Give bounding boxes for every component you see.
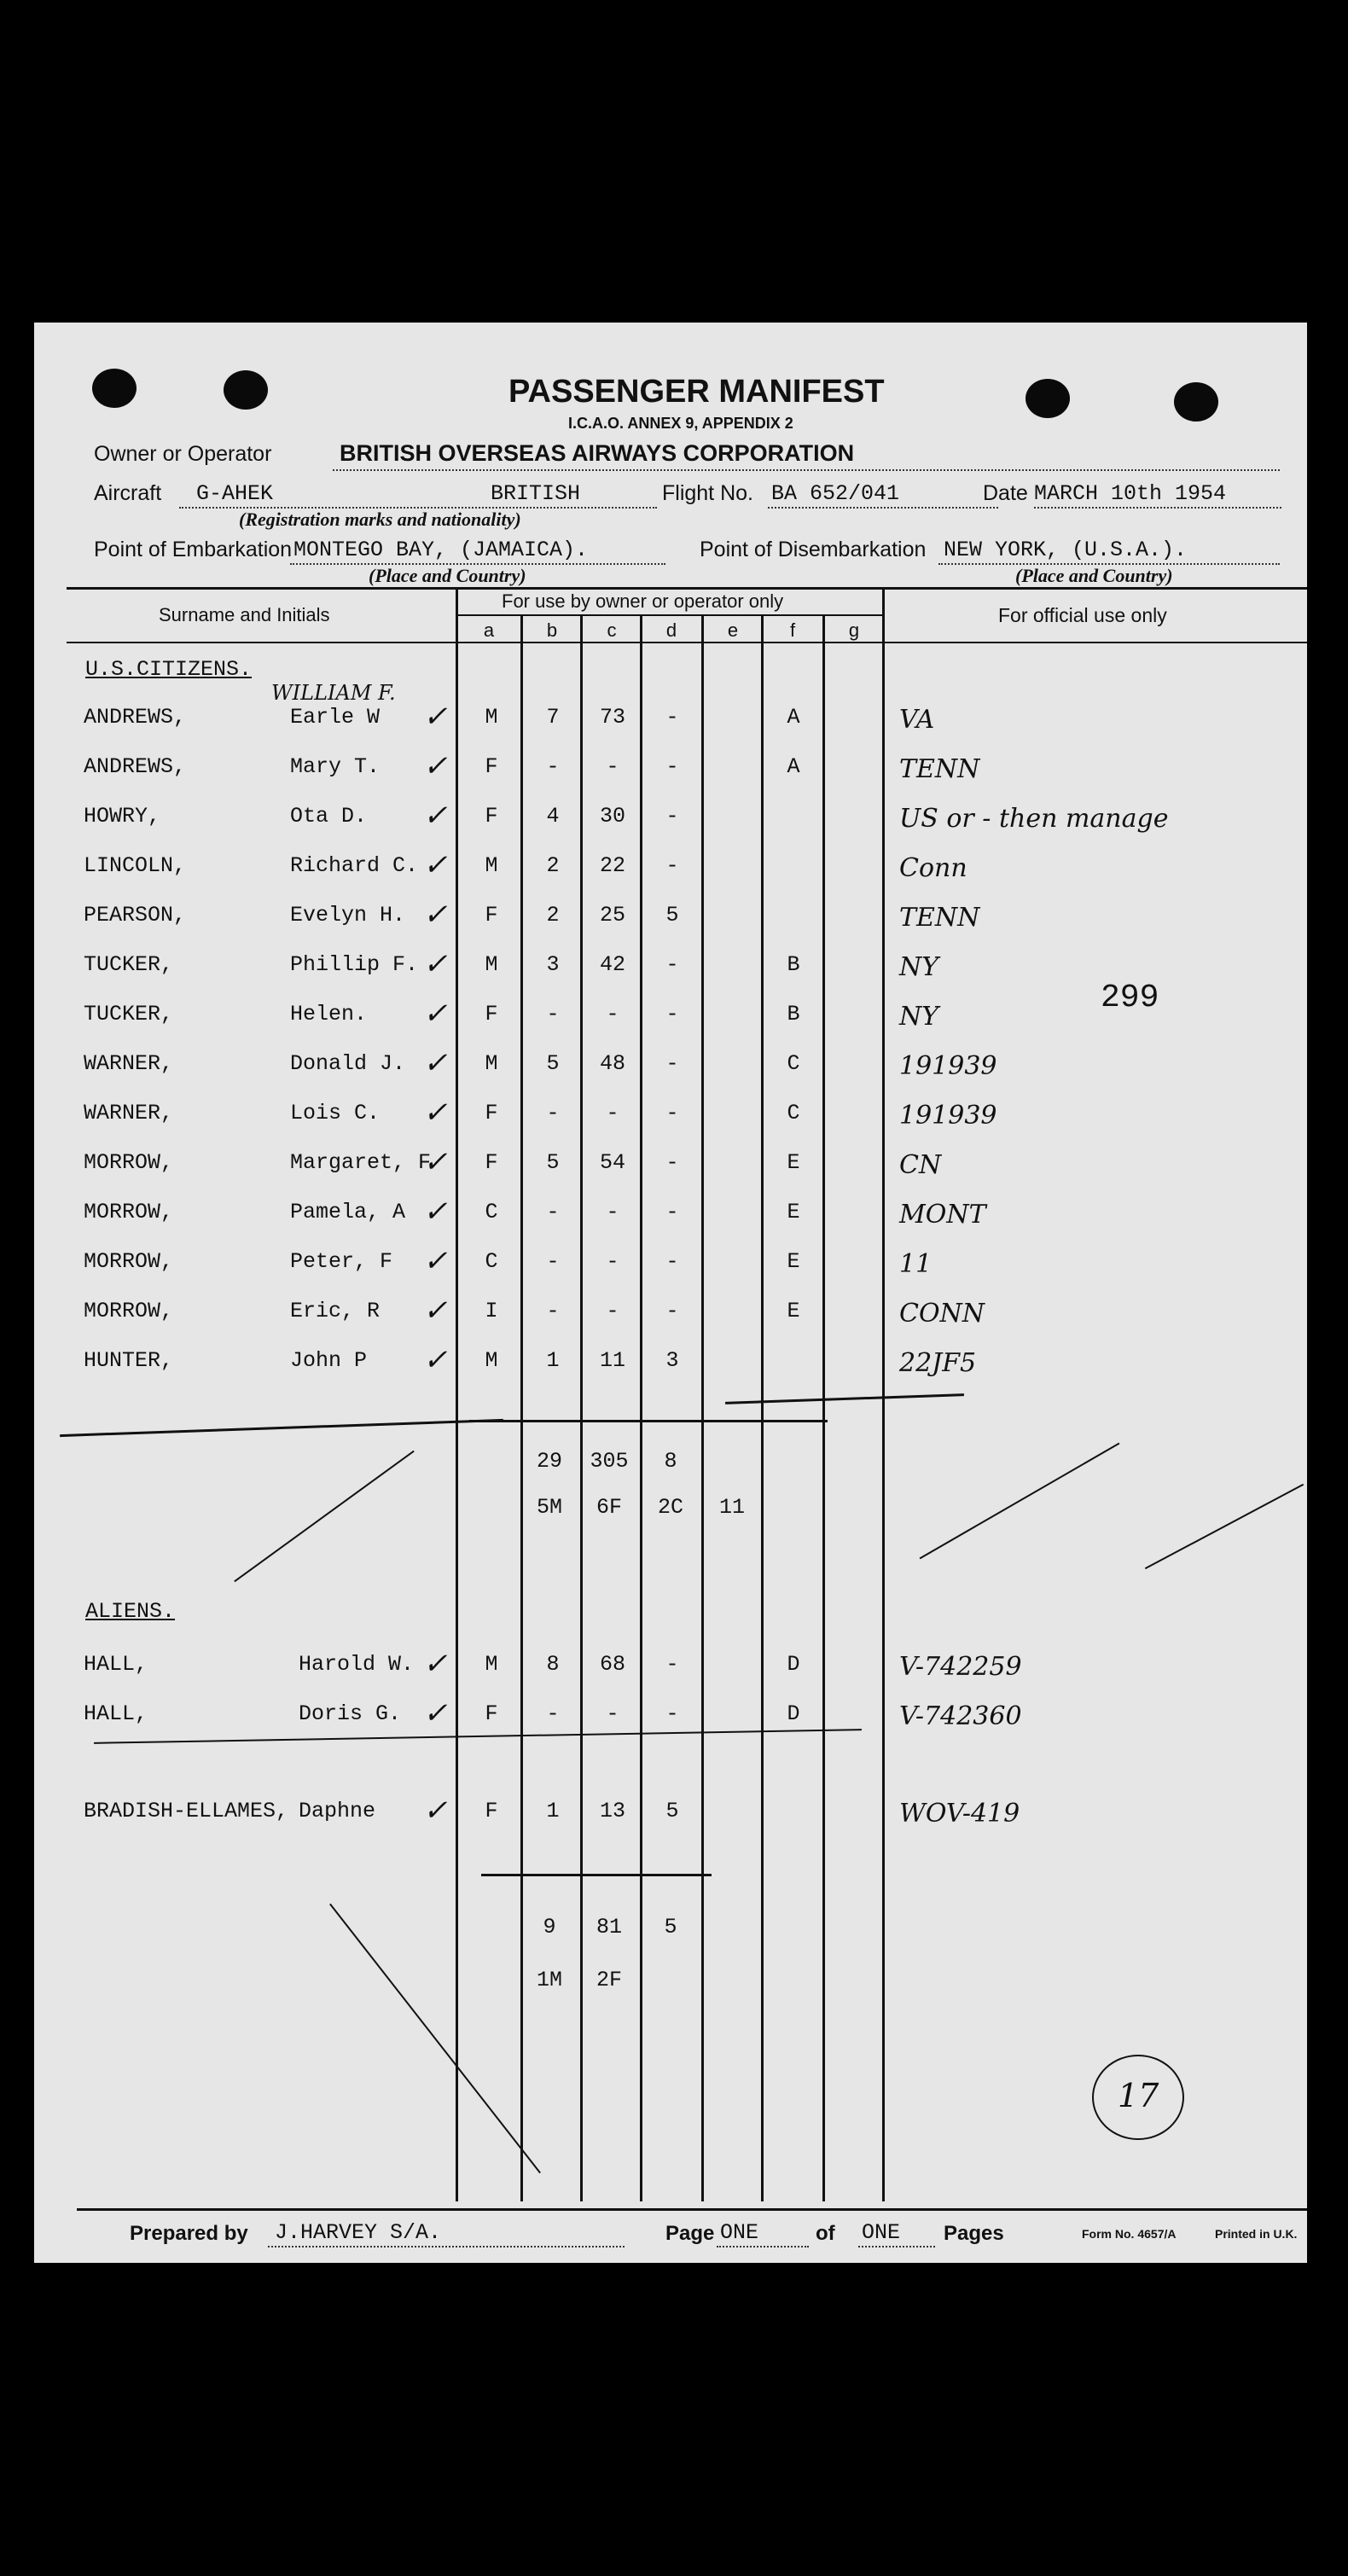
us-total-rule — [469, 1420, 828, 1422]
alien-passenger-row — [34, 1695, 1305, 1737]
col-d-value: 3 — [665, 1348, 679, 1373]
col-b-value: 1 — [546, 1799, 560, 1823]
col-d-value: - — [665, 754, 679, 779]
page-subtitle: I.C.A.O. ANNEX 9, APPENDIX 2 — [568, 415, 793, 432]
date-label: Date — [983, 481, 1028, 505]
check-mark-icon: ✓ — [423, 700, 448, 734]
passenger-row — [34, 846, 1305, 889]
col-d-value: - — [665, 952, 679, 977]
passenger-row — [34, 797, 1305, 840]
check-mark-icon: ✓ — [423, 1145, 448, 1179]
table-header-rule — [67, 642, 1307, 643]
col-f-value: E — [787, 1299, 800, 1323]
passenger-row — [34, 1143, 1305, 1186]
passenger-given-name: Richard C. — [290, 853, 419, 878]
printed-in: Printed in U.K. — [1215, 2227, 1298, 2241]
page-value: ONE — [720, 2220, 759, 2245]
col-d-value: - — [665, 1200, 679, 1224]
col-a-value: M — [485, 1652, 498, 1677]
us-total-b: 29 — [536, 1449, 562, 1474]
of-label: of — [816, 2222, 835, 2245]
check-mark-icon: ✓ — [423, 1794, 448, 1828]
passenger-surname: TUCKER, — [84, 952, 174, 977]
disembark-note: (Place and Country) — [1015, 565, 1173, 586]
owner-value: BRITISH OVERSEAS AIRWAYS CORPORATION — [340, 440, 855, 466]
embark-value: MONTEGO BAY, (JAMAICA). — [293, 538, 589, 562]
col-a-value: F — [485, 754, 498, 779]
col-b-value: 4 — [546, 804, 560, 829]
passenger-given-name: Donald J. — [290, 1051, 406, 1076]
us-total-b2: 5M — [536, 1495, 562, 1520]
col-c-value: 13 — [599, 1799, 625, 1823]
passenger-surname: WARNER, — [84, 1051, 174, 1076]
us-total-d: 8 — [664, 1449, 677, 1474]
owner-label: Owner or Operator — [94, 442, 272, 466]
col-d-value: - — [665, 705, 679, 730]
col-a-value: M — [485, 952, 498, 977]
col-a-value: C — [485, 1200, 498, 1224]
passenger-given-name: Eric, R — [290, 1299, 381, 1323]
col-a-value: F — [485, 1799, 498, 1823]
official-use-note: TENN — [899, 754, 980, 784]
check-mark-icon: ✓ — [423, 848, 448, 882]
col-b-value: 2 — [546, 903, 560, 927]
passenger-given-name: Phillip F. — [290, 952, 419, 977]
col-a-value: M — [485, 1348, 498, 1373]
us-total-c2: 6F — [596, 1495, 622, 1520]
col-c-value: - — [606, 1701, 619, 1726]
disembark-label: Point of Disembarkation — [700, 538, 927, 561]
col-f-value: E — [787, 1200, 800, 1224]
registration-note: (Registration marks and nationality) — [239, 509, 521, 530]
alien-total-rule — [481, 1874, 712, 1876]
passenger-given-name: John P — [290, 1348, 368, 1373]
us-total-d2: 2C — [657, 1495, 683, 1520]
passenger-surname: MORROW, — [84, 1200, 174, 1224]
col-d-value: - — [665, 1701, 679, 1726]
passenger-row — [34, 698, 1305, 741]
official-use-note: WOV-419 — [899, 1799, 1020, 1829]
col-g-header: g — [848, 619, 860, 641]
col-d-value: - — [665, 1002, 679, 1026]
check-mark-icon: ✓ — [423, 799, 448, 833]
check-mark-icon: ✓ — [423, 898, 448, 932]
aircraft-label: Aircraft — [94, 481, 162, 505]
passenger-surname: BRADISH-ELLAMES, — [84, 1799, 289, 1823]
flight-value: BA 652/041 — [771, 481, 900, 506]
col-b-value: 5 — [546, 1150, 560, 1175]
alien-passenger-row — [34, 1792, 1305, 1835]
passenger-surname: ANDREWS, — [84, 705, 187, 730]
check-mark-icon: ✓ — [423, 1244, 448, 1278]
page-underline — [717, 2246, 809, 2247]
alien-total-d: 5 — [664, 1915, 677, 1939]
punch-hole — [224, 370, 268, 410]
check-mark-icon: ✓ — [423, 1647, 448, 1681]
official-use-note: Conn — [899, 853, 967, 883]
col-c-value: - — [606, 1101, 619, 1125]
col-a-value: F — [485, 1002, 498, 1026]
col-c-value: 42 — [599, 952, 625, 977]
passenger-row — [34, 747, 1305, 790]
check-mark-icon: ✓ — [423, 947, 448, 981]
col-f-value: B — [787, 1002, 800, 1026]
passenger-given-name: Lois C. — [290, 1101, 381, 1125]
col-a-value: F — [485, 804, 498, 829]
col-f-value: D — [787, 1652, 800, 1677]
passenger-row — [34, 896, 1305, 939]
col-a-value: C — [485, 1249, 498, 1274]
col-a-header: a — [483, 619, 495, 641]
col-e-header: e — [727, 619, 739, 641]
passenger-surname: LINCOLN, — [84, 853, 187, 878]
col-a-value: F — [485, 1701, 498, 1726]
official-use-note: CONN — [899, 1299, 985, 1329]
official-use-note: 11 — [899, 1249, 933, 1279]
check-mark-icon: ✓ — [423, 1046, 448, 1080]
form-number: Form No. 4657/A — [1082, 2227, 1177, 2241]
pages-label: Pages — [944, 2222, 1004, 2245]
date-value: MARCH 10th 1954 — [1034, 481, 1227, 506]
col-b-value: - — [546, 1701, 560, 1726]
official-use-header: For official use only — [998, 604, 1167, 626]
owner-use-rule — [456, 614, 882, 616]
check-mark-icon: ✓ — [423, 749, 448, 783]
section-us-citizens: U.S.CITIZENS. — [85, 657, 253, 682]
owner-use-header: For use by owner or operator only — [502, 590, 784, 612]
col-d-value: - — [665, 853, 679, 878]
name-column-header: Surname and Initials — [159, 604, 330, 625]
passenger-given-name: Harold W. — [299, 1652, 415, 1677]
prepared-value: J.HARVEY S/A. — [275, 2220, 442, 2245]
of-value: ONE — [862, 2220, 901, 2245]
col-c-value: 30 — [599, 804, 625, 829]
col-d-value: - — [665, 804, 679, 829]
col-f-value: A — [787, 705, 800, 730]
col-a-value: I — [485, 1299, 498, 1323]
official-use-note: V-742360 — [899, 1701, 1022, 1731]
prepared-underline — [268, 2246, 625, 2247]
passenger-given-name: Peter, F — [290, 1249, 393, 1274]
passenger-row — [34, 1193, 1305, 1236]
col-f-value: C — [787, 1101, 800, 1125]
punch-hole — [1174, 382, 1218, 422]
official-use-note: US or - then manage — [899, 804, 1169, 834]
official-use-note: V-742259 — [899, 1652, 1022, 1682]
pen-stroke — [234, 1451, 415, 1582]
embark-label: Point of Embarkation — [94, 538, 293, 561]
col-c-value: 48 — [599, 1051, 625, 1076]
of-underline — [858, 2246, 935, 2247]
nationality-value: BRITISH — [491, 481, 581, 506]
passenger-given-name: Helen. — [290, 1002, 368, 1026]
col-f-value: E — [787, 1150, 800, 1175]
col-d-value: - — [665, 1101, 679, 1125]
passenger-row — [34, 1292, 1305, 1335]
disembark-value: NEW YORK, (U.S.A.). — [944, 538, 1188, 562]
col-c-header: c — [607, 619, 617, 641]
alien-total-b: 9 — [543, 1915, 556, 1939]
page-title: PASSENGER MANIFEST — [508, 374, 885, 410]
section-aliens: ALIENS. — [85, 1599, 176, 1624]
col-a-value: F — [485, 1101, 498, 1125]
col-f-value: D — [787, 1701, 800, 1726]
col-f-value: A — [787, 754, 800, 779]
passenger-row — [34, 1044, 1305, 1087]
alien-total-b2: 1M — [536, 1968, 562, 1992]
official-use-note: MONT — [899, 1200, 986, 1230]
passenger-given-name: Earle W — [290, 705, 381, 730]
col-b-header: b — [546, 619, 558, 641]
alien-total-c2: 2F — [596, 1968, 622, 1992]
official-use-note: TENN — [899, 903, 980, 933]
passenger-given-name: Daphne — [299, 1799, 376, 1823]
col-c-value: 25 — [599, 903, 625, 927]
page-label: Page — [665, 2222, 715, 2245]
official-use-note: VA — [899, 705, 935, 735]
col-b-value: - — [546, 1249, 560, 1274]
check-mark-icon: ✓ — [423, 1696, 448, 1730]
col-f-value: C — [787, 1051, 800, 1076]
col-d-value: - — [665, 1150, 679, 1175]
official-use-note: NY — [899, 1002, 939, 1032]
punch-hole — [1026, 379, 1070, 418]
col-b-value: - — [546, 1101, 560, 1125]
official-use-note: 191939 — [899, 1101, 997, 1131]
col-c-value: - — [606, 1200, 619, 1224]
col-b-value: - — [546, 1299, 560, 1323]
col-c-value: 68 — [599, 1652, 625, 1677]
col-d-value: - — [665, 1051, 679, 1076]
check-mark-icon: ✓ — [423, 1294, 448, 1328]
col-d-value: - — [665, 1652, 679, 1677]
col-b-value: 5 — [546, 1051, 560, 1076]
col-b-value: - — [546, 1002, 560, 1026]
passenger-surname: HALL, — [84, 1652, 148, 1677]
official-use-note: CN — [899, 1150, 942, 1180]
passenger-surname: PEARSON, — [84, 903, 187, 927]
col-b-value: - — [546, 754, 560, 779]
footer-rule — [77, 2208, 1307, 2211]
col-d-value: 5 — [665, 1799, 679, 1823]
col-c-value: 54 — [599, 1150, 625, 1175]
col-b-value: 8 — [546, 1652, 560, 1677]
passenger-given-name: Ota D. — [290, 804, 368, 829]
handwritten-first-name: WILLIAM F. — [271, 681, 396, 705]
flight-label: Flight No. — [662, 481, 753, 505]
col-d-value: - — [665, 1299, 679, 1323]
passenger-surname: MORROW, — [84, 1249, 174, 1274]
passenger-surname: MORROW, — [84, 1299, 174, 1323]
col-c-value: - — [606, 1299, 619, 1323]
aircraft-value: G-AHEK — [196, 481, 274, 506]
official-use-note: 22JF5 — [899, 1348, 977, 1378]
passenger-surname: TUCKER, — [84, 1002, 174, 1026]
col-f-value: E — [787, 1249, 800, 1274]
embark-note: (Place and Country) — [369, 565, 526, 586]
col-b-value: 2 — [546, 853, 560, 878]
check-mark-icon: ✓ — [423, 997, 448, 1031]
passenger-row — [34, 1242, 1305, 1285]
alien-passenger-row — [34, 1645, 1305, 1688]
manifest-sheet — [34, 323, 1307, 2263]
col-f-value: B — [787, 952, 800, 977]
pen-stroke — [329, 1904, 541, 2173]
punch-hole — [92, 369, 137, 408]
official-use-note: NY — [899, 952, 939, 982]
col-c-value: - — [606, 1249, 619, 1274]
col-a-value: F — [485, 903, 498, 927]
col-d-value: - — [665, 1249, 679, 1274]
col-a-value: F — [485, 1150, 498, 1175]
passenger-surname: HALL, — [84, 1701, 148, 1726]
passenger-row — [34, 1341, 1305, 1384]
col-b-value: - — [546, 1200, 560, 1224]
passenger-surname: MORROW, — [84, 1150, 174, 1175]
passenger-surname: ANDREWS, — [84, 754, 187, 779]
us-total-e2: 11 — [718, 1495, 745, 1520]
owner-underline — [333, 469, 1280, 471]
circled-number-text: 17 — [1118, 2077, 1159, 2114]
col-d-value: 5 — [665, 903, 679, 927]
check-mark-icon: ✓ — [423, 1096, 448, 1130]
stamp-number: 299 — [1101, 980, 1159, 1016]
check-mark-icon: ✓ — [423, 1343, 448, 1377]
passenger-given-name: Margaret, F — [290, 1150, 432, 1175]
passenger-given-name: Doris G. — [299, 1701, 402, 1726]
col-c-value: 22 — [599, 853, 625, 878]
alien-total-c: 81 — [596, 1915, 622, 1939]
pen-stroke — [1145, 1484, 1304, 1569]
check-mark-icon: ✓ — [423, 1195, 448, 1229]
passenger-surname: HUNTER, — [84, 1348, 174, 1373]
prepared-label: Prepared by — [130, 2222, 248, 2245]
col-c-value: 11 — [599, 1348, 625, 1373]
col-b-value: 1 — [546, 1348, 560, 1373]
us-total-c: 305 — [590, 1449, 629, 1474]
col-f-header: f — [789, 619, 796, 641]
col-a-value: M — [485, 853, 498, 878]
passenger-surname: HOWRY, — [84, 804, 161, 829]
col-c-value: - — [606, 754, 619, 779]
passenger-surname: WARNER, — [84, 1101, 174, 1125]
passenger-given-name: Evelyn H. — [290, 903, 406, 927]
col-c-value: - — [606, 1002, 619, 1026]
col-c-value: 73 — [599, 705, 625, 730]
struck-entry-line — [60, 1419, 503, 1437]
table-top-rule — [67, 587, 1307, 590]
col-d-header: d — [665, 619, 677, 641]
col-a-value: M — [485, 705, 498, 730]
pen-stroke — [920, 1443, 1120, 1560]
flight-underline — [768, 507, 998, 509]
col-b-value: 3 — [546, 952, 560, 977]
passenger-given-name: Mary T. — [290, 754, 381, 779]
col-a-value: M — [485, 1051, 498, 1076]
col-b-value: 7 — [546, 705, 560, 730]
date-underline — [1034, 507, 1281, 509]
official-use-note: 191939 — [899, 1051, 997, 1081]
passenger-given-name: Pamela, A — [290, 1200, 406, 1224]
passenger-row — [34, 1094, 1305, 1137]
